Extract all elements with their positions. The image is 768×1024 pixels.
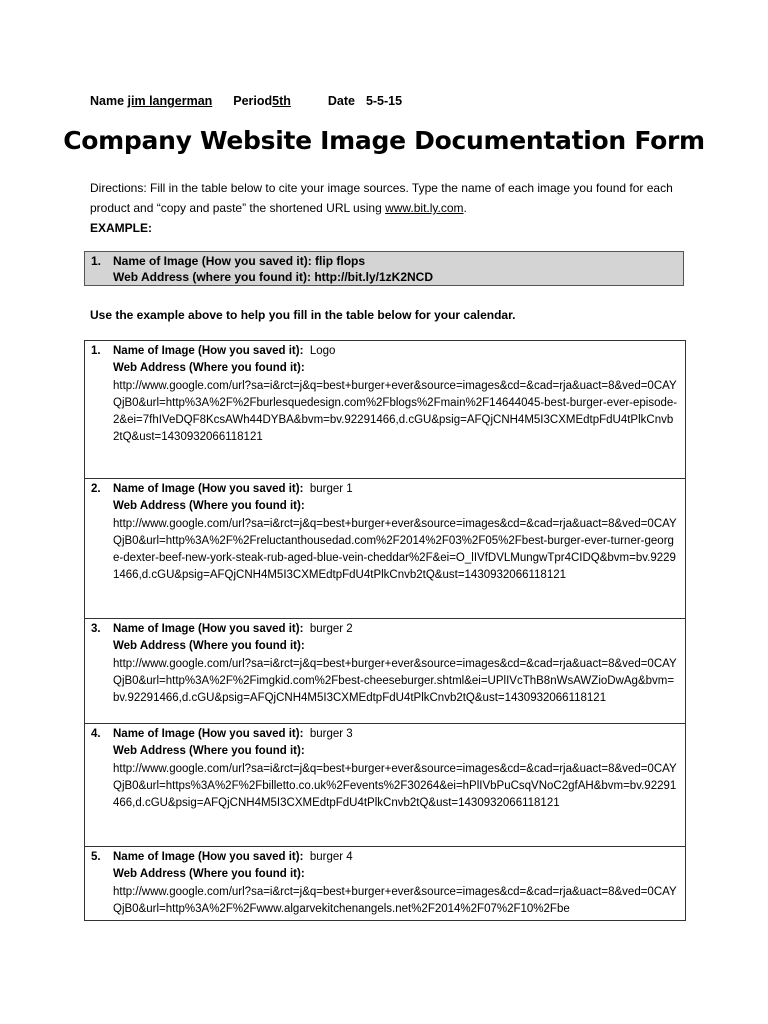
entry-name-label: Name of Image (How you saved it): — [113, 851, 304, 863]
entry-url: http://www.google.com/url?sa=i&rct=j&q=best+burger+ever&source=images&cd=&cad=rja&uact=8&ved=0CAYQjB0&url=http%3A%2F%2Freluctanthousedad.com%2F2014%2F03%2F05%2Fbest-burger-ever-turner-george-dexter-beef-new-york-steak-rub-aged-blue-vein-cheddar%2F&ei=O_lIVfDVLMungwTpr4CIDQ&bvm=bv.92291466,d.cGU&psig=AFQjCNH4M5I3CXMEdtpFdU4tPlkCnvb2tQ&ust=1430932066118121 — [113, 517, 677, 582]
example-box — [84, 251, 684, 286]
entry-web-label: Web Address (Where you found it): — [113, 745, 305, 758]
directions-text-end: . — [463, 201, 467, 215]
image-citation-table — [84, 340, 686, 921]
entry-number: 1. — [91, 345, 101, 357]
example-label: EXAMPLE: — [90, 221, 153, 235]
entry-number: 4. — [91, 728, 101, 740]
directions-text: Directions: Fill in the table below to cite your image sources. Type the name of each image you found for each product and “copy and paste” the shortened URL using — [90, 181, 673, 215]
example-name: Name of Image (How you saved it): flip flops — [113, 254, 366, 268]
page-title: Company Website Image Documentation Form — [63, 126, 705, 155]
entry-name-value: burger 4 — [309, 851, 353, 863]
entry-name-label: Name of Image (How you saved it): — [113, 728, 304, 740]
entry-url: http://www.google.com/url?sa=i&rct=j&q=best+burger+ever&source=images&cd=&cad=rja&uact=8&ved=0CAYQjB0&url=http%3A%2F%2Fburlesquedesign.com%2Fblogs%2Fmain%2F14644045-best-burger-ever-episode-2&ei=7fhIVeDQF8KcsAWh44DYBA&bvm=bv.92291466,d.cGU&psig=AFQjCNH4M5I3CXMEdtpFdU4tPlkCnvb2tQ&ust=1430932066118121 — [113, 379, 678, 444]
entry-url: http://www.google.com/url?sa=i&rct=j&q=best+burger+ever&source=images&cd=&cad=rja&uact=8&ved=0CAYQjB0&url=http%3A%2F%2Fwww.algarvekitchenangels.net%2F2014%2F07%2F10%2Fbe — [113, 885, 677, 915]
table-row — [85, 479, 685, 619]
entry-name-label: Name of Image (How you saved it): — [113, 345, 304, 357]
example-web-address: Web Address (where you found it): http://bit.ly/1zK2NCD — [113, 270, 434, 284]
name-label: Name — [90, 94, 125, 108]
instruction-text: Use the example above to help you fill in the table below for your calendar. — [90, 308, 516, 322]
entry-name-label: Name of Image (How you saved it): — [113, 483, 304, 495]
entry-web-label: Web Address (Where you found it): — [113, 500, 305, 513]
bitly-link[interactable]: www.bit.ly.com — [385, 201, 464, 215]
entry-number: 3. — [91, 623, 101, 635]
entry-web-label: Web Address (Where you found it): — [113, 868, 305, 881]
table-row — [85, 724, 685, 847]
name-value: jim langerman — [127, 94, 213, 108]
period-label: Period — [233, 94, 273, 108]
student-info-line — [90, 94, 402, 108]
date-label: Date — [327, 94, 355, 108]
entry-number: 5. — [91, 851, 101, 863]
entry-name-value: burger 2 — [309, 623, 353, 635]
entry-url: http://www.google.com/url?sa=i&rct=j&q=best+burger+ever&source=images&cd=&cad=rja&uact=8&ved=0CAYQjB0&url=https%3A%2F%2Fbilletto.co.uk%2Fevents%2F30264&ei=hPlIVbPuCsqVNoC2gfAH&bvm=bv.92291466,d.cGU&psig=AFQjCNH4M5I3CXMEdtpFdU4tPlkCnvb2tQ&ust=1430932066118121 — [113, 762, 677, 810]
period-value: 5th — [272, 94, 291, 108]
table-row — [85, 341, 685, 479]
entry-number: 2. — [91, 483, 101, 495]
entry-web-label: Web Address (Where you found it): — [113, 640, 305, 653]
entry-name-label: Name of Image (How you saved it): — [113, 623, 304, 635]
entry-name-value: burger 3 — [309, 728, 353, 740]
entry-name-value: Logo — [309, 345, 336, 357]
entry-url: http://www.google.com/url?sa=i&rct=j&q=best+burger+ever&source=images&cd=&cad=rja&uact=8&ved=0CAYQjB0&url=http%3A%2F%2Fimgkid.com%2Fbest-cheeseburger.shtml&ei=UPlIVcThB8nWsAWZioDwAg&bvm=bv.92291466,d.cGU&psig=AFQjCNH4M5I3CXMEdtpFdU4tPlkCnvb2tQ&ust=1430932066118121 — [113, 657, 677, 705]
table-row — [85, 619, 685, 724]
date-value: 5-5-15 — [365, 94, 403, 108]
table-row — [85, 847, 685, 920]
entry-name-value: burger 1 — [309, 483, 353, 495]
directions — [90, 178, 690, 238]
entry-web-label: Web Address (Where you found it): — [113, 362, 305, 375]
example-number: 1. — [91, 254, 102, 268]
